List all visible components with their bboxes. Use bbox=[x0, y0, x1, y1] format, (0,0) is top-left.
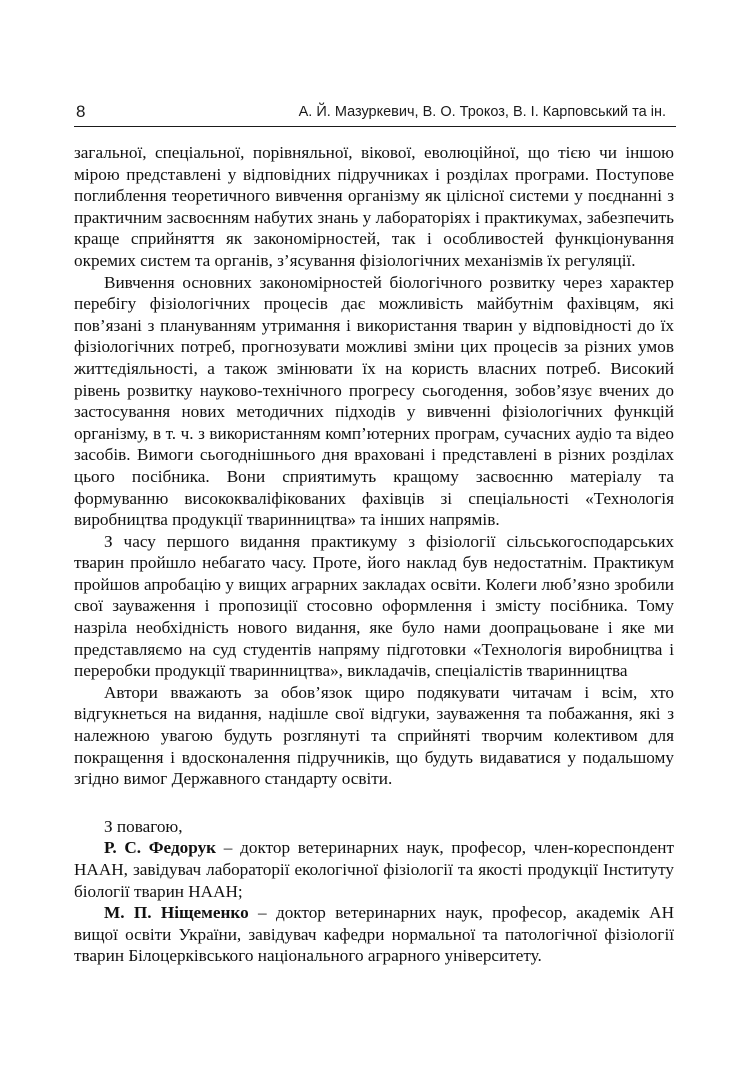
running-head: А. Й. Мазуркевич, В. О. Трокоз, В. І. Карповський та ін. bbox=[298, 104, 666, 120]
author-entry-1 bbox=[74, 837, 674, 902]
page-number: 8 bbox=[76, 102, 86, 121]
author-name: М. П. Ніщеменко bbox=[104, 903, 249, 923]
section-gap bbox=[74, 790, 674, 816]
author-name: Р. С. Федорук bbox=[104, 838, 217, 858]
signoff: З повагою, bbox=[104, 816, 183, 836]
page-header bbox=[74, 100, 676, 127]
paragraph-2: Вивчення основних закономірностей біологічного розвитку через характер перебігу фізіологічних процесів дає можливість майбутнім фахівцям, які пов’язані з плануванням утримання і використання тварин у відповідності до їх фізіологічних потреб, прогнозувати можливі зміни цих процесів за різних умов життєдіяльності, а також змінювати їх на користь власних потреб. Високий рівень розвитку науково-технічного прогресу сьогодення, зобов’язує вчених до застосування нових методичних підходів у вивченні фізіологічних функцій організму, в т. ч. з використанням комп’ютерних програм, сучасних аудіо та відео засобів. Вимоги сьогоднішнього дня враховані і представлені в різних розділах цього посібника. Вони сприятимуть кращому засвоєнню матеріалу та формуванню висококваліфікованих фахівців зі спеціальності «Технологія виробництва продукції тваринництва» та інших напрямів. bbox=[74, 272, 674, 530]
author-description: – доктор ветеринарних наук, професор, член-кореспондент НААН, завідувач лабораторії екологічної фізіології та якості продукції Інституту біології тварин НААН; bbox=[74, 838, 674, 901]
paragraph-1: загальної, спеціальної, порівняльної, вікової, еволюційної, що тією чи іншою мірою представлені у відповідних підручниках і розділах програми. Поступове поглиблення теоретичного вивчення організму як цілісної системи у поєднанні з практичним засвоєнням набутих знань у лабораторіях і практикумах, забезпечить краще сприйняття як закономірностей, так і особливостей функціонування окремих систем та органів, з’ясування фізіологічних механізмів їх регуляції. bbox=[74, 143, 674, 270]
body-text bbox=[74, 142, 674, 967]
paragraph-3: З часу першого видання практикуму з фізіології сільськогосподарських тварин пройшло небагато часу. Проте, його наклад був недостатнім. Практикум пройшов апробацію у вищих аграрних закладах освіти. Колеги люб’язно зробили свої зауваження і пропозиції стосовно оформлення і змісту посібника. Тому назріла необхідність нового видання, яке було нами доопрацьоване і яке ми представляємо на суд студентів напряму підготовки «Технологія виробництва і переробки продукції тваринництва», викладачів, спеціалістів тваринництва bbox=[74, 531, 674, 681]
paragraph-4: Автори вважають за обов’язок щиро подякувати читачам і всім, хто відгукнеться на видання, надішле свої відгуки, зауваження та побажання, які з належною увагою будуть розглянуті та сприйняті творчим колективом для покращення і вдосконалення підручників, що будуть видаватися у подальшому згідно вимог Державного стандарту освіти. bbox=[74, 682, 674, 789]
author-description: – доктор ветеринарних наук, професор, академік АН вищої освіти України, завідувач кафедри нормальної та патологічної фізіології тварин Білоцерківського національного аграрного університету. bbox=[74, 903, 675, 966]
author-entry-2 bbox=[74, 902, 674, 967]
